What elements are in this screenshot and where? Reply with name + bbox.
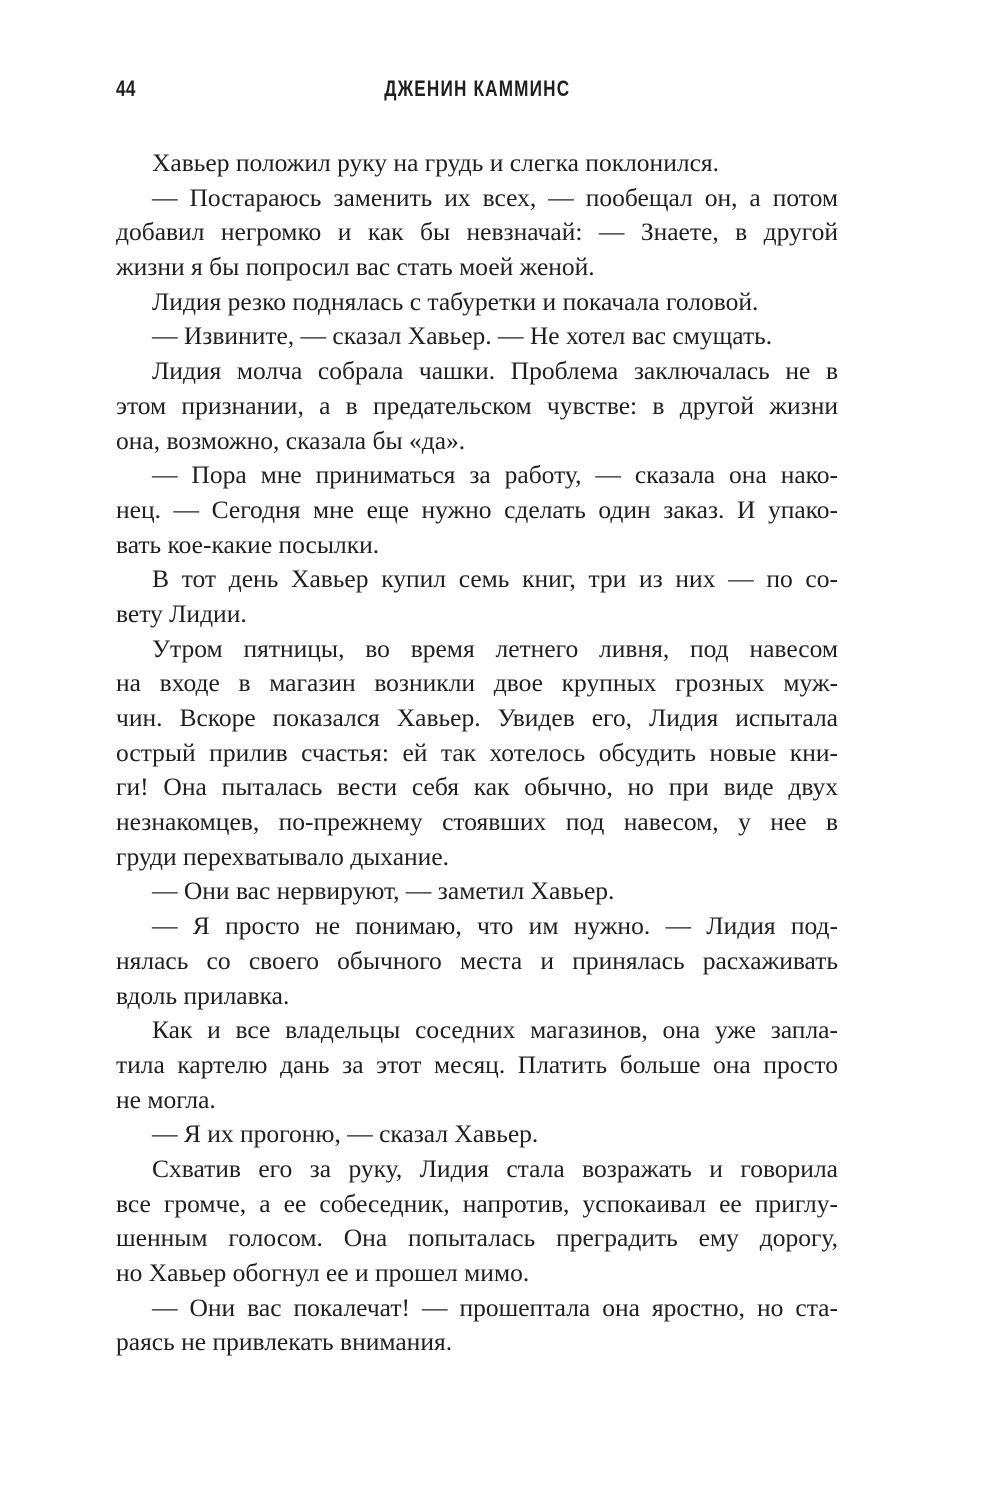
text-line: — Извините, — сказал Хавьер. — Не хотел вас смущать. bbox=[152, 321, 773, 351]
text-line: нялась со своего обычного места и принялась расхаживать bbox=[116, 945, 838, 975]
text-line: вдоль прилавка. bbox=[116, 980, 290, 1010]
text-line: раясь не привлекать внимания. bbox=[116, 1327, 453, 1357]
text-line: ги! Она пыталась вести себя как обычно, но при виде двух bbox=[116, 772, 838, 802]
text-line: — Я просто не понимаю, что им нужно. — Лидия под- bbox=[152, 911, 838, 941]
text-line: она, возможно, сказала бы «да». bbox=[116, 425, 466, 455]
text-line: В тот день Хавьер купил семь книг, три из них — по со- bbox=[152, 564, 838, 594]
text-line: — Они вас покалечат! — прошептала она яростно, но ста- bbox=[152, 1292, 838, 1322]
page-number: 44 bbox=[116, 76, 136, 101]
text-line: незнакомцев, по-прежнему стоявших под навесом, у нее в bbox=[116, 807, 838, 837]
text-line: нец. — Сегодня мне еще нужно сделать один заказ. И упако- bbox=[116, 494, 838, 524]
text-line: но Хавьер обогнул ее и прошел мимо. bbox=[116, 1258, 530, 1287]
text-line: острый прилив счастья: ей так хотелось обсудить новые кни- bbox=[116, 737, 838, 767]
text-line: шенным голосом. Она попыталась преградить ему дорогу, bbox=[116, 1223, 838, 1253]
text-line: вать кое-какие посылки. bbox=[116, 529, 380, 559]
text-line: все громче, а ее собеседник, напротив, успокаивал ее приглу- bbox=[116, 1188, 838, 1218]
text-line: — Постараюсь заменить их всех, — пообещал он, а потом bbox=[152, 182, 838, 212]
text-line: — Я их прогоню, — сказал Хавьер. bbox=[152, 1119, 539, 1149]
author-name: ДЖЕНИН КАММИНС bbox=[383, 76, 571, 101]
text-line: чин. Вскоре показался Хавьер. Увидев его, Лидия испытала bbox=[116, 703, 838, 732]
text-line: Лидия резко поднялась с табуретки и покачала головой. bbox=[152, 286, 759, 316]
text-line: Схватив его за руку, Лидия стала возражать и говорила bbox=[152, 1153, 838, 1183]
text-line: на входе в магазин возникли двое крупных грозных муж- bbox=[116, 668, 838, 698]
text-line: — Они вас нервируют, — заметил Хавьер. bbox=[152, 876, 615, 906]
text-line: жизни я бы попросил вас стать моей женой. bbox=[116, 252, 595, 282]
text-line: Утром пятницы, во время летнего ливня, под навесом bbox=[152, 633, 838, 663]
body-text bbox=[116, 146, 838, 1360]
running-head bbox=[116, 72, 838, 112]
text-line: добавил негромко и как бы невзначай: — Знаете, в другой bbox=[116, 217, 838, 247]
text-line: вету Лидии. bbox=[116, 598, 247, 628]
text-line: тила картелю дань за этот месяц. Платить больше она просто bbox=[116, 1049, 838, 1079]
running-head-author bbox=[116, 76, 838, 102]
text-line: Как и все владельцы соседних магазинов, она уже запла- bbox=[152, 1015, 838, 1045]
text-line: Лидия молча собрала чашки. Проблема заключалась не в bbox=[152, 356, 838, 386]
text-line: этом признании, а в предательском чувстве: в другой жизни bbox=[116, 390, 838, 420]
text-line: не могла. bbox=[116, 1084, 216, 1114]
text-line: — Пора мне приниматься за работу, — сказала она нако- bbox=[152, 460, 838, 490]
text-line: Хавьер положил руку на грудь и слегка поклонился. bbox=[152, 148, 720, 177]
text-line: груди перехватывало дыхание. bbox=[116, 841, 450, 871]
